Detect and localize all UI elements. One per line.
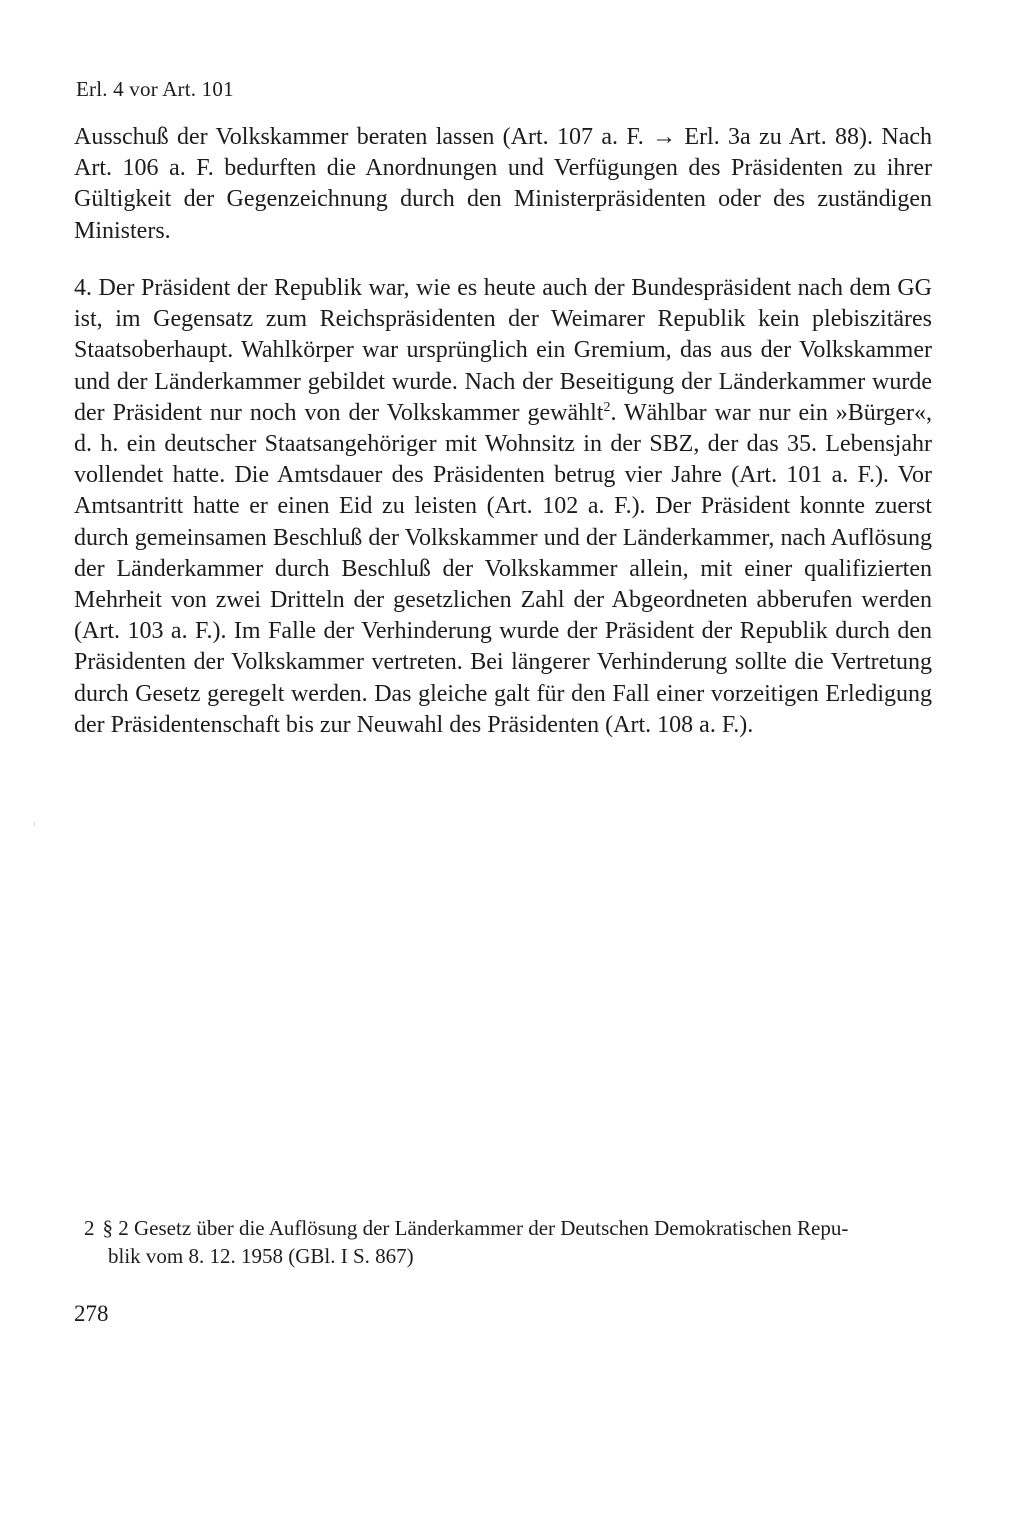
footnote-number: 2 (84, 1216, 95, 1240)
footnote (84, 1214, 932, 1270)
page-number: 278 (74, 1301, 109, 1326)
paragraph-continuation: Ausschuß der Volkskammer beraten lassen (Art. 107 a. F. → Erl. 3a zu Art. 88). Nach Art. 106 a. F. bedurften die Anordnungen und Verfügungen des Präsidenten zu ihrer Gültigkeit der Gegenzeichnung durch den Ministerpräsidenten oder des zuständigen Ministers. (74, 124, 932, 244)
paragraph-4 (74, 273, 932, 741)
footnote-line-1: § 2 Gesetz über die Auflösung der Länderkammer der Deutschen Demokratischen Repu- (102, 1216, 849, 1240)
footnote-line-2: blik vom 8. 12. 1958 (GBl. I S. 867) (108, 1244, 414, 1268)
paragraph-4-text-part-2: . Wählbar war nur ein »Bürger«, d. h. ein deutscher Staatsangehöriger mit Wohnsitz in der SBZ, der das 35. Lebensjahr vollendet hatte. Die Amtsdauer des Präsidenten betrug vier Jahre (Art. 101 a. F.). Vor Amtsantritt hatte er einen Eid zu leisten (Art. 102 a. F.). Der Präsident konnte zuerst durch gemeinsamen Beschluß der Volkskammer und der Länderkammer, nach Auflösung der Länderkammer durch Beschluß der Volkskammer allein, mit einer qualifizierten Mehrheit von zwei Dritteln der gesetzlichen Zahl der Abgeordneten abberufen werden (Art. 103 a. F.). Im Falle der Verhinderung wurde der Präsident der Republik durch den Präsidenten der Volkskammer vertreten. Bei längerer Verhinderung sollte die Vertretung durch Gesetz geregelt werden. Das gleiche galt für den Fall einer vorzeitigen Erledigung der Präsidentenschaft bis zur Neuwahl des Präsidenten (Art. 108 a. F.). (74, 399, 933, 738)
paragraph-4-text-part-1: 4. Der Präsident der Republik war, wie es heute auch der Bundespräsident nach dem GG ist, im Gegensatz zum Reichspräsidenten der Weimarer Republik kein plebiszitäres Staatsoberhaupt. Wahlkörper war ursprünglich ein Gremium, das aus der Volkskammer und der Länderkammer gebildet wurde. Nach der Beseitigung der Länderkammer wurde der Präsident nur noch von der Volkskammer gewählt (74, 275, 932, 426)
footnote-reference[interactable]: 2 (603, 399, 611, 415)
scan-speck-mark (34, 822, 35, 826)
running-head: Erl. 4 vor Art. 101 (76, 77, 234, 101)
